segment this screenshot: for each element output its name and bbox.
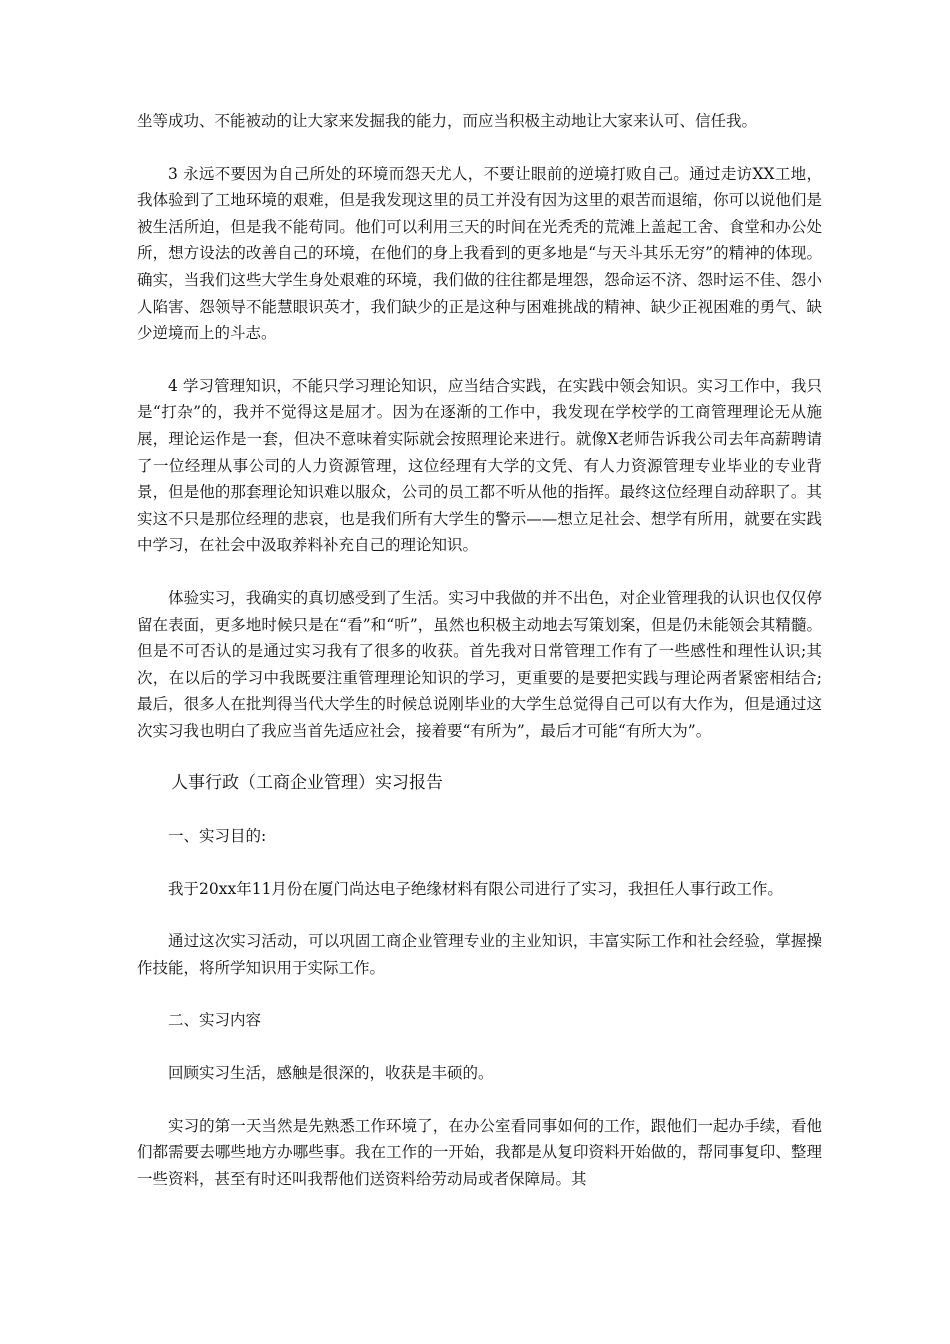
paragraph-summary: 体验实习，我确实的真切感受到了生活。实习中我做的并不出色，对企业管理我的认识也仅仅停留在表面，更多地时候只是在“看”和“听”，虽然也积极主动地去写策划案，但是仍未能领会其精髓。但是不可否认的是通过实习我有了很多的收获。首先我对日常管理工作有了一些感性和理性认识;其次，在以后的学习中我既要注重管理理论知识的学习，更重要的是要把实践与理论两者紧密相结合;最后，很多人在批判得当代大学生的时候总说刚毕业的大学生总觉得自己可以有大作为，但是通过这次实习我也明白了我应当首先适应社会，接着要“有所为”，最后才可能“有所大为”。 [137,588,822,740]
paragraph-first-day: 实习的第一天当然是先熟悉工作环境了，在办公室看同事如何的工作，跟他们一起办手续，看他们都需要去哪些地方办哪些事。我在工作的一开始，我都是从复印资料开始做的，帮同事复印、整理一些资料，甚至有时还叫我帮他们送资料给劳动局或者保障局。其 [137,1116,822,1188]
paragraph-review: 回顾实习生活，感触是很深的，收获是丰硕的。 [168,1064,494,1083]
section-heading-content: 二、实习内容 [168,1011,262,1030]
paragraph-point-3: 3 永远不要因为自己所处的环境而怨天尤人，不要让眼前的逆境打败自己。通过走访XX工地，我体验到了工地环境的艰难，但是我发现这里的员工并没有因为这里的艰苦而退缩，你可以说他们是被生活所迫，但是我不能苟同。他们可以利用三天的时间在光秃秃的荒滩上盖起工舍、食堂和办公处所，想方设法的改善自己的环境，在他们的身上我看到的更多地是“与天斗其乐无穷”的精神的体现。确实，当我们这些大学生身处艰难的环境，我们做的往往都是埋怨，怨命运不济、怨时运不佳、怨小人陷害、怨领导不能慧眼识英才，我们缺少的正是这种与困难挑战的精神、缺少正视困难的勇气、缺少逆境而上的斗志。 [137,164,822,343]
paragraph-intern-info: 我于20xx年11月份在厦门尚达电子绝缘材料有限公司进行了实习，我担任人事行政工作。 [168,879,783,898]
paragraph-purpose: 通过这次实习活动，可以巩固工商企业管理专业的主业知识，丰富实际工作和社会经验，掌握操作技能，将所学知识用于实际工作。 [137,932,822,977]
paragraph-continuation: 坐等成功、不能被动的让大家来发掘我的能力，而应当积极主动地让大家来认可、信任我。 [137,112,758,130]
document-body [137,108,822,1192]
report-title: 人事行政（工商企业管理）实习报告 [171,773,443,794]
section-heading-purpose: 一、实习目的: [168,827,267,846]
paragraph-point-4: 4 学习管理知识，不能只学习理论知识，应当结合实践，在实践中领会知识。实习工作中，我只是“打杂”的，我并不觉得这是屈才。因为在逐渐的工作中，我发现在学校学的工商管理理论无从施展，理论运作是一套，但决不意味着实际就会按照理论来进行。就像X老师告诉我公司去年高薪聘请了一位经理从事公司的人力资源管理，这位经理有大学的文凭、有人力资源管理专业毕业的专业背景，但是他的那套理论知识难以服众，公司的员工都不听从他的指挥。最终这位经理自动辞职了。其实这不只是那位经理的悲哀，也是我们所有大学生的警示——想立足社会、想学有所用，就要在实践中学习，在社会中汲取养料补充自己的理论知识。 [137,376,822,555]
